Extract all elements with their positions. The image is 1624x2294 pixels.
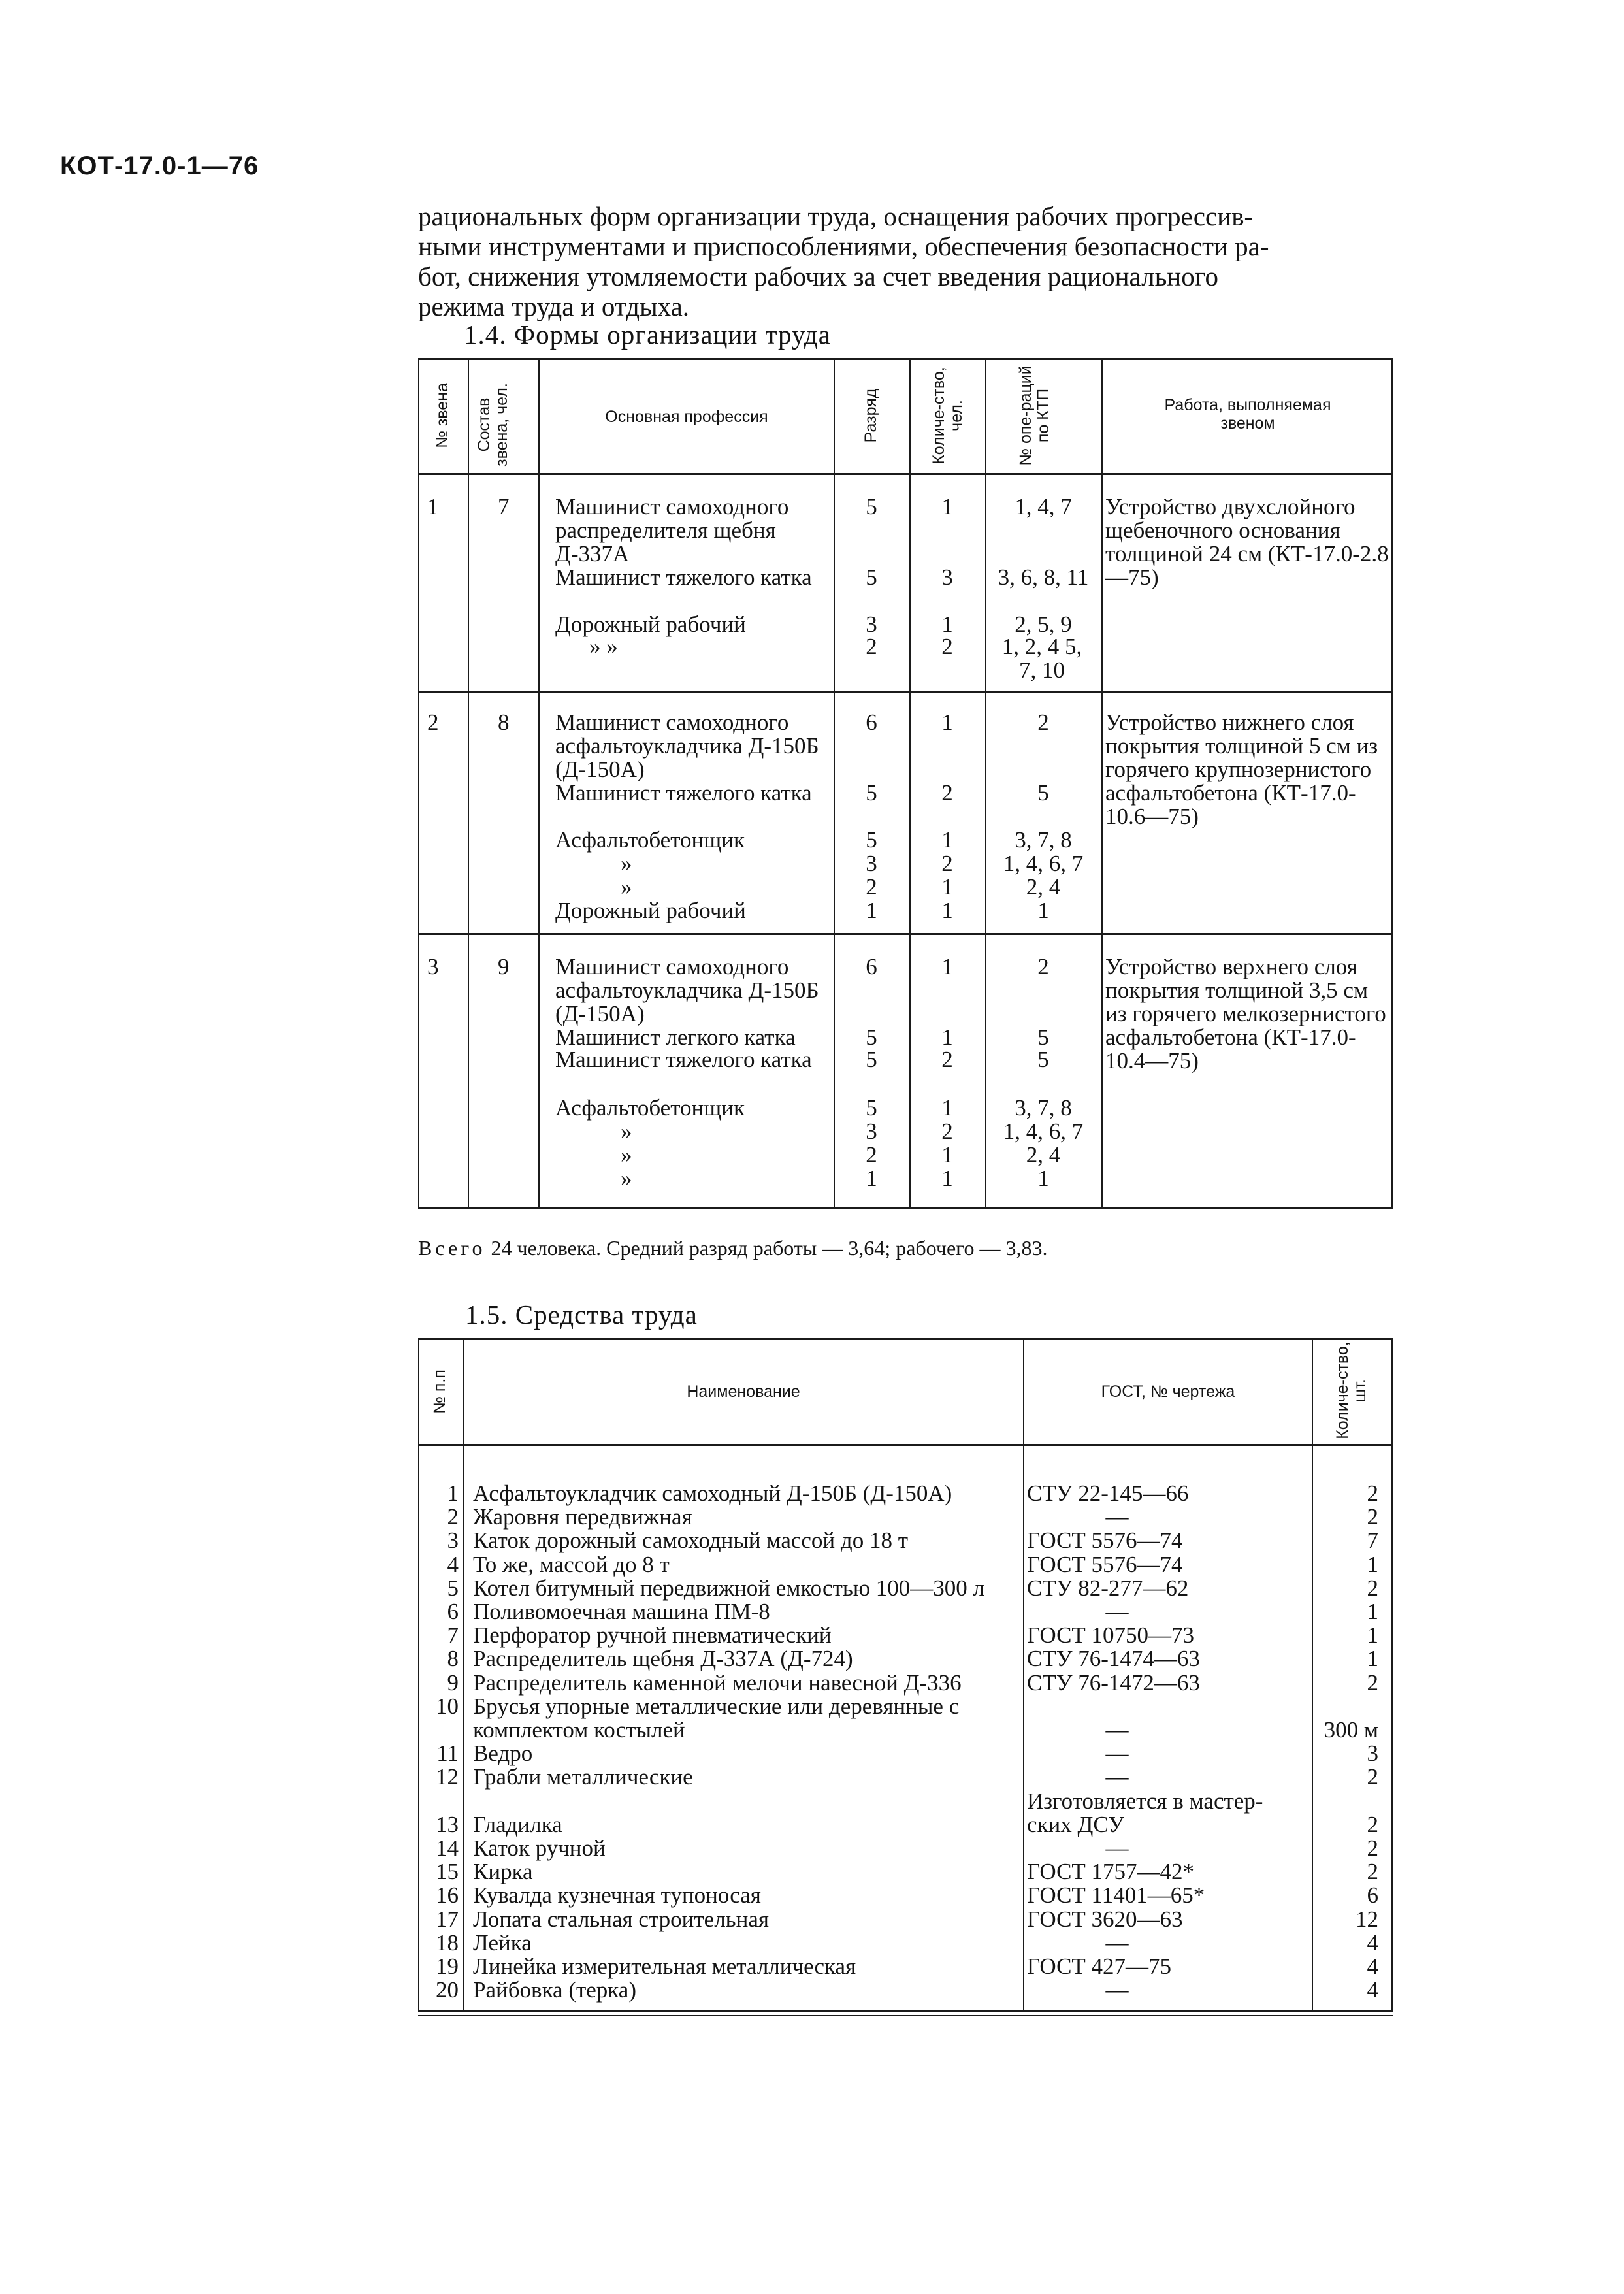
profession-grade: 6 (866, 710, 877, 735)
profession-grade: 2 (866, 1142, 877, 1168)
item-gost: — (1105, 1930, 1129, 1956)
profession-name: Машинист тяжелого катка (555, 780, 812, 806)
profession-grade: 1 (866, 1166, 877, 1191)
row-number: 10 (436, 1694, 459, 1719)
table-rule (1391, 358, 1393, 1209)
item-name: Лопата стальная строительная (473, 1907, 769, 1932)
intro-paragraph (418, 201, 1398, 321)
row-number: 12 (436, 1764, 459, 1790)
unit-work: Устройство двухслойного щебеночного основания толщиной 24 см (КТ-17.0-2.8—75) (1105, 494, 1389, 590)
profession-count: 1 (941, 1095, 953, 1121)
table-row (418, 1860, 1393, 1883)
item-gost: ГОСТ 1757—42* (1027, 1859, 1195, 1884)
profession-grade: 5 (866, 780, 877, 806)
column-header-unit-no: № звена (433, 383, 451, 448)
item-quantity: 4 (1367, 1954, 1378, 1979)
table-rule (418, 2015, 1393, 2016)
table-rule (418, 2010, 1393, 2012)
profession-ops: 3, 7, 8 (1015, 1095, 1072, 1121)
item-quantity: 2 (1367, 1670, 1378, 1696)
item-name: Ведро (473, 1741, 533, 1766)
item-quantity: 1 (1367, 1622, 1378, 1648)
table-row (418, 1577, 1393, 1599)
table-row (418, 1695, 1393, 1718)
table-row (418, 1742, 1393, 1765)
profession-name: Машинист самоходного асфальтоукладчика Д-150Б (Д-150А) (555, 954, 819, 1026)
table-row (418, 1813, 1393, 1836)
profession-ops: 2 (1037, 954, 1049, 979)
column-header-work: Работа, выполняемая звеном (1164, 396, 1331, 433)
table-row (418, 1884, 1393, 1907)
item-name: Гладилка (473, 1812, 562, 1837)
column-header-operations: № опе-раций по КТП (1016, 365, 1052, 466)
item-gost: — (1105, 1504, 1129, 1530)
table-rule (418, 1207, 1393, 1209)
item-quantity: 300 м (1324, 1717, 1378, 1743)
profession-name: » (621, 851, 632, 876)
row-number: 20 (436, 1977, 459, 2003)
row-number: 6 (447, 1599, 459, 1624)
table-rule (468, 358, 469, 1209)
profession-grade: 6 (866, 954, 877, 979)
row-number: 17 (436, 1907, 459, 1932)
item-gost: ГОСТ 10750—73 (1027, 1622, 1195, 1648)
profession-ops: 1 (1037, 1166, 1049, 1191)
profession-count: 1 (941, 1142, 953, 1168)
document-code: КОТ-17.0-1—76 (60, 152, 259, 180)
profession-count: 2 (941, 780, 953, 806)
row-number: 2 (447, 1504, 459, 1530)
profession-count: 1 (941, 874, 953, 900)
row-number: 4 (447, 1552, 459, 1577)
item-quantity: 2 (1367, 1504, 1378, 1530)
item-gost: — (1105, 1599, 1129, 1624)
table-row (418, 1624, 1393, 1647)
profession-ops: 5 (1037, 780, 1049, 806)
item-gost: — (1105, 1717, 1129, 1743)
column-header-gost: ГОСТ, № чертежа (1101, 1383, 1235, 1401)
item-name: Поливомоечная машина ПМ-8 (473, 1599, 770, 1624)
item-quantity: 1 (1367, 1646, 1378, 1671)
table-row (418, 1600, 1393, 1623)
profession-grade: 1 (866, 898, 877, 923)
item-name: Брусья упорные металлические или деревянные с (473, 1694, 960, 1719)
unit-size: 8 (498, 710, 510, 735)
unit-size: 9 (498, 954, 510, 979)
intro-line: рациональных форм организации труда, оснащения рабочих прогрессив- (418, 201, 1254, 231)
profession-grade: 2 (866, 634, 877, 659)
profession-ops: 3, 6, 8, 11 (998, 565, 1089, 590)
row-number: 7 (447, 1622, 459, 1648)
row-number: 13 (436, 1812, 459, 1837)
table-rule (1101, 358, 1103, 1209)
table-row (418, 1931, 1393, 1954)
profession-count: 2 (941, 1119, 953, 1144)
profession-grade: 5 (866, 1095, 877, 1121)
item-name: Каток дорожный самоходный массой до 18 т (473, 1528, 909, 1553)
profession-grade: 5 (866, 827, 877, 853)
profession-ops: 5 (1037, 1047, 1049, 1072)
row-number: 1 (447, 1481, 459, 1506)
item-name: Распределитель щебня Д-337А (Д-724) (473, 1646, 853, 1671)
item-quantity: 12 (1356, 1907, 1378, 1932)
profession-count: 2 (941, 851, 953, 876)
item-gost: — (1105, 1764, 1129, 1790)
workforce-summary (418, 1236, 1047, 1260)
profession-count: 1 (941, 898, 953, 923)
table-rule (418, 1444, 1393, 1446)
item-name: То же, массой до 8 т (473, 1552, 670, 1577)
item-gost: Изготовляется в мастер- (1027, 1788, 1263, 1814)
column-header-name: Наименование (687, 1383, 800, 1401)
profession-name: Асфальтобетонщик (555, 827, 745, 853)
item-gost: ГОСТ 3620—63 (1027, 1907, 1183, 1932)
row-number: 5 (447, 1575, 459, 1601)
profession-name: Машинист самоходного распределителя щебня Д-337А (555, 494, 789, 566)
item-name: Кувалда кузнечная тупоносая (473, 1882, 761, 1908)
item-gost: ГОСТ 5576—74 (1027, 1552, 1183, 1577)
row-number: 18 (436, 1930, 459, 1956)
item-name: Лейка (473, 1930, 532, 1956)
item-gost: — (1105, 1741, 1129, 1766)
profession-count: 2 (941, 634, 953, 659)
item-name: комплектом костылей (473, 1717, 685, 1743)
labor-means-table (418, 1338, 1393, 2018)
profession-grade: 3 (866, 612, 877, 637)
profession-ops: 1, 4, 6, 7 (1003, 1119, 1084, 1144)
table-rule (418, 933, 1393, 935)
row-number: 15 (436, 1859, 459, 1884)
item-quantity: 2 (1367, 1575, 1378, 1601)
item-quantity: 3 (1367, 1741, 1378, 1766)
item-quantity: 2 (1367, 1481, 1378, 1506)
item-quantity: 1 (1367, 1599, 1378, 1624)
profession-ops: 1 (1037, 898, 1049, 923)
item-name: Котел битумный передвижной емкостью 100—300 л (473, 1575, 984, 1601)
row-number: 16 (436, 1882, 459, 1908)
profession-ops: 1, 4, 6, 7 (1003, 851, 1084, 876)
table-row (418, 1955, 1393, 1978)
item-gost: ГОСТ 5576—74 (1027, 1528, 1183, 1553)
table-rule (418, 358, 1393, 360)
unit-work: Устройство верхнего слоя покрытия толщиной 3,5 см из горячего мелкозернистого асфальтобетона (КТ-17.0-10.4—75) (1105, 954, 1386, 1073)
column-header-unit-size: Состав звена, чел. (475, 383, 511, 467)
profession-ops: 3, 7, 8 (1015, 827, 1072, 853)
item-name: Грабли металлические (473, 1764, 693, 1790)
row-number: 11 (436, 1741, 459, 1766)
row-number: 14 (436, 1835, 459, 1861)
item-name: Перфоратор ручной пневматический (473, 1622, 832, 1648)
item-gost: СТУ 76-1472—63 (1027, 1670, 1200, 1696)
unit-work: Устройство нижнего слоя покрытия толщиной 5 см из горячего крупнозернистого асфальтобетона (КТ-17.0-10.6—75) (1105, 710, 1378, 829)
intro-line: бот, снижения утомляемости рабочих за счет введения рационального (418, 261, 1219, 291)
profession-grade: 2 (866, 874, 877, 900)
item-gost: ГОСТ 11401—65* (1027, 1882, 1205, 1908)
profession-count: 1 (941, 710, 953, 735)
profession-grade: 3 (866, 851, 877, 876)
item-quantity: 2 (1367, 1859, 1378, 1884)
column-header-no: № п.п (430, 1369, 449, 1414)
profession-count: 1 (941, 1024, 953, 1050)
table-row (418, 1529, 1393, 1552)
profession-count: 1 (941, 612, 953, 637)
summary-text: 24 человека. Средний разряд работы — 3,64; рабочего — 3,83. (485, 1236, 1048, 1260)
profession-ops: 2, 4 (1026, 1142, 1061, 1168)
profession-ops: 1, 2, 4 5, 7, 10 (1001, 634, 1082, 683)
profession-grade: 5 (866, 494, 877, 519)
unit-size: 7 (498, 494, 510, 519)
intro-line: режима труда и отдыха. (418, 291, 690, 321)
item-quantity: 2 (1367, 1812, 1378, 1837)
profession-name: Дорожный рабочий (555, 612, 746, 637)
table-row (418, 1482, 1393, 1505)
item-gost: СТУ 82-277—62 (1027, 1575, 1189, 1601)
profession-name: Машинист самоходного асфальтоукладчика Д-150Б (Д-150А) (555, 710, 819, 782)
profession-ops: 1, 4, 7 (1015, 494, 1072, 519)
profession-ops: 5 (1037, 1024, 1049, 1050)
table-row (418, 1647, 1393, 1670)
profession-name: Дорожный рабочий (555, 898, 746, 923)
profession-ops: 2 (1037, 710, 1049, 735)
item-name: Райбовка (терка) (473, 1977, 636, 2003)
table-rule (418, 473, 1393, 475)
row-number: 3 (447, 1528, 459, 1553)
item-quantity: 4 (1367, 1977, 1378, 2003)
table-row (418, 1790, 1393, 1812)
item-gost: — (1105, 1835, 1129, 1861)
item-gost: СТУ 76-1474—63 (1027, 1646, 1200, 1671)
profession-name: Асфальтобетонщик (555, 1095, 745, 1121)
profession-name: » » (589, 634, 618, 659)
intro-line: ными инструментами и приспособлениями, обеспечения безопасности ра- (418, 231, 1269, 261)
table-row (418, 1765, 1393, 1788)
column-header-count: Количе-ство, чел. (930, 367, 966, 465)
item-quantity: 1 (1367, 1552, 1378, 1577)
profession-count: 2 (941, 1047, 953, 1072)
profession-count: 1 (941, 827, 953, 853)
profession-grade: 5 (866, 1047, 877, 1072)
item-gost: СТУ 22-145—66 (1027, 1481, 1189, 1506)
profession-count: 1 (941, 1166, 953, 1191)
row-number: 8 (447, 1646, 459, 1671)
unit-no: 2 (427, 710, 439, 735)
item-name: Распределитель каменной мелочи навесной Д-336 (473, 1670, 962, 1696)
profession-grade: 5 (866, 565, 877, 590)
row-number: 19 (436, 1954, 459, 1979)
item-quantity: 2 (1367, 1764, 1378, 1790)
column-header-grade: Разряд (862, 388, 880, 443)
row-number: 9 (447, 1670, 459, 1696)
item-quantity: 2 (1367, 1835, 1378, 1861)
table-rule (418, 358, 419, 1209)
table-rule (418, 1338, 1393, 1340)
item-quantity: 4 (1367, 1930, 1378, 1956)
labor-organization-table (418, 358, 1393, 1215)
item-name: Каток ручной (473, 1835, 606, 1861)
item-name: Жаровня передвижная (473, 1504, 692, 1530)
profession-ops: 2, 5, 9 (1015, 612, 1072, 637)
item-name: Линейка измерительная металлическая (473, 1954, 856, 1979)
column-header-quantity: Количе-ство, шт. (1333, 1341, 1369, 1439)
item-quantity: 7 (1367, 1528, 1378, 1553)
table-row (418, 1505, 1393, 1528)
item-gost: ГОСТ 427—75 (1027, 1954, 1172, 1979)
table-row (418, 1837, 1393, 1860)
item-name: Асфальтоукладчик самоходный Д-150Б (Д-150А) (473, 1481, 952, 1506)
profession-name: » (621, 1166, 632, 1191)
table-rule (418, 691, 1393, 693)
profession-grade: 5 (866, 1024, 877, 1050)
table-row (418, 1553, 1393, 1576)
profession-name: » (621, 874, 632, 900)
unit-no: 1 (427, 494, 439, 519)
profession-count: 3 (941, 565, 953, 590)
table-row (418, 1671, 1393, 1694)
profession-name: Машинист легкого катка (555, 1024, 796, 1050)
item-gost: — (1105, 1977, 1129, 2003)
profession-grade: 3 (866, 1119, 877, 1144)
profession-name: Машинист тяжелого катка (555, 1047, 812, 1072)
profession-count: 1 (941, 494, 953, 519)
profession-count: 1 (941, 954, 953, 979)
section-title-labor-organization: 1.4. Формы организации труда (464, 320, 831, 350)
table-row (418, 1978, 1393, 2001)
profession-name: Машинист тяжелого катка (555, 565, 812, 590)
item-name: Кирка (473, 1859, 533, 1884)
table-rule (538, 358, 540, 1209)
table-row (418, 1908, 1393, 1931)
summary-lead: Всего (418, 1236, 486, 1260)
item-quantity: 6 (1367, 1882, 1378, 1908)
profession-name: » (621, 1142, 632, 1168)
profession-name: » (621, 1119, 632, 1144)
section-title-labor-means: 1.5. Средства труда (465, 1300, 698, 1330)
table-row (418, 1718, 1393, 1741)
column-header-profession: Основная профессия (605, 408, 768, 426)
item-gost: ских ДСУ (1027, 1812, 1125, 1837)
profession-ops: 2, 4 (1026, 874, 1061, 900)
unit-no: 3 (427, 954, 439, 979)
